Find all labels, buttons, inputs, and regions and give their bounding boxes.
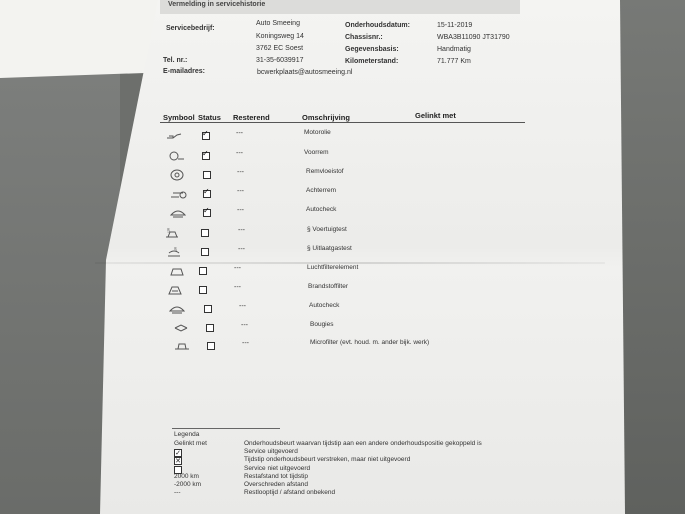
item-description: Autocheck [306,206,337,213]
fuel-filter-icon [166,283,184,295]
remaining-value: --- [236,150,243,157]
column-header-status: Status [198,113,221,122]
company-phone: 31-35-6039917 [256,57,304,64]
phone-label: Tel. nr.: [163,57,188,64]
table-row [0,226,685,240]
data-basis-label: Gegevensbasis: [345,46,399,53]
status-checkbox [202,132,210,140]
remaining-value: --- [236,130,243,137]
item-description: § Uitlaatgastest [307,245,352,252]
status-checkbox [204,305,212,313]
table-row [0,245,685,259]
remaining-value: --- [239,303,246,310]
company-email: bcwerkplaats@autosmeeing.nl [257,69,353,76]
item-description: Brandstoffilter [308,283,348,290]
legend-key: Gelinkt met [174,440,207,447]
legend-text: Onderhoudsbeurt waarvan tijdstip aan een andere onderhoudspositie gekoppeld is [244,440,482,447]
item-description: Microfilter (evt. houd. m. ander bijk. werk) [310,339,430,346]
svg-text:§: § [174,247,177,253]
banner-title: Vermelding in servicehistorie [168,1,266,8]
table-row [0,129,685,143]
legend-text: Service uitgevoerd [244,448,298,456]
service-date-value: 15-11-2019 [437,22,473,29]
legend-key: 2000 km [174,472,199,480]
remaining-value: --- [234,284,241,291]
legend-key: --- [174,489,181,497]
item-description: Autocheck [309,302,340,309]
company-street: Koningsweg 14 [256,33,304,40]
rear-brake-icon [169,187,187,199]
data-basis-value: Handmatig [437,46,471,53]
table-row [0,302,685,316]
status-checkbox [201,248,209,256]
legend-text: Restafstand tot tijdstip [244,472,308,480]
status-checkbox [202,152,210,160]
legend-rule [172,428,280,429]
status-checkbox [203,171,211,179]
table-header-rule [160,122,525,123]
legend-symbol-checkbox: ✕ [175,457,181,466]
item-description: § Voertuigtest [307,226,347,233]
status-checkbox [207,342,215,350]
status-checkbox [203,209,211,217]
remaining-value: --- [237,207,244,214]
column-header-linked: Gelinkt met [415,111,456,120]
table-row [0,264,685,278]
item-description: Voorrem [304,149,329,156]
remaining-value: --- [241,322,248,329]
remaining-value: --- [238,246,245,253]
exhaust-test-icon [165,245,183,257]
table-row [0,339,685,353]
column-header-remaining: Resterend [233,113,270,122]
item-description: Motorolie [304,129,331,136]
oil-can-icon [165,129,183,141]
remaining-value: --- [238,227,245,234]
remaining-value: --- [234,265,241,272]
company-name: Auto Smeeing [256,20,300,27]
item-description: Achterrem [306,187,336,194]
status-checkbox [206,324,214,332]
remaining-value: --- [242,340,249,347]
micro-filter-icon [173,339,191,351]
email-label: E-mailadres: [163,68,206,75]
front-brake-icon [168,149,186,161]
legend-key: -2000 km [174,481,202,488]
status-checkbox [201,229,209,237]
item-description: Bougies [310,321,334,328]
car-check-icon [168,302,186,314]
table-row [0,168,685,182]
document-banner [160,0,520,14]
legend-symbol-checkbox: ✓ [175,449,181,458]
svg-text:§: § [167,228,170,234]
remaining-value: --- [237,188,244,195]
table-row [0,149,685,163]
service-date-label: Onderhoudsdatum: [345,22,410,29]
mileage-label: Kilometerstand: [345,58,399,65]
remaining-value: --- [237,169,244,176]
item-description: Remvloeistof [306,168,344,175]
legend-text: Overschreden afstand [244,481,308,488]
underlying-paper-sheet [0,0,170,78]
status-checkbox [199,267,207,275]
column-header-description: Omschrijving [302,113,350,122]
table-row [0,283,685,297]
spark-plug-icon [172,321,190,333]
item-description: Luchtfilterelement [307,264,359,271]
car-check-icon [169,206,187,218]
mileage-value: 71.777 Km [437,58,471,65]
legend-title: Legenda [174,431,200,438]
company-city: 3762 EC Soest [256,45,304,52]
air-filter-icon [168,264,186,276]
status-checkbox [199,286,207,294]
vehicle-inspection-icon [163,226,181,238]
legend-text: Tijdstip onderhoudsbeurt verstreken, maar niet uitgevoerd [244,456,411,464]
table-row [0,187,685,201]
status-checkbox [203,190,211,198]
chassis-label: Chassisnr.: [345,34,383,41]
chassis-value: WBA3B11090 JT31790 [437,34,510,41]
table-row [0,321,685,335]
brake-fluid-icon [168,168,186,180]
legend-text: Restlooptijd / afstand onbekend [244,489,336,497]
column-header-symbol: Symbool [163,113,195,122]
table-row [0,206,685,220]
legend-text: Service niet uitgevoerd [244,464,311,472]
company-label: Servicebedrijf: [166,25,215,32]
